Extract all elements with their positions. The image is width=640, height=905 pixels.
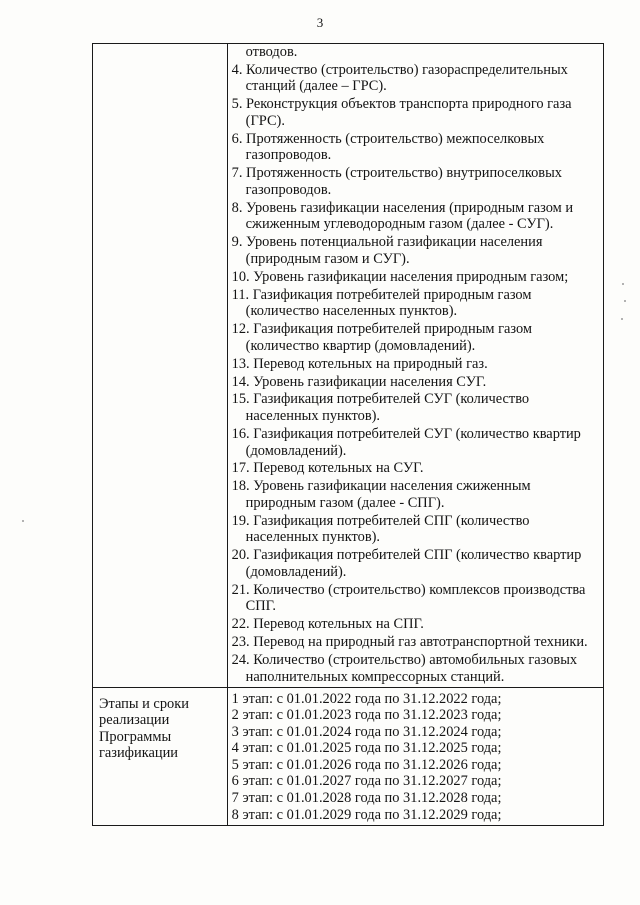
indicator-item: 16. Газификация потребителей СУГ (количество квартир (домовладений).: [231, 425, 581, 459]
indicator-item: 6. Протяженность (строительство) межпоселковых газопроводов.: [231, 130, 545, 164]
indicator-item: 9. Уровень потенциальной газификации населения (природным газом и СУГ).: [231, 234, 543, 267]
indicator-item: 23. Перевод на природный газ автотранспортной техники.: [231, 634, 588, 651]
stages-label-cell: [93, 687, 228, 826]
stage-item: 8 этап: с 01.01.2029 года по 31.12.2029 года;: [231, 806, 502, 823]
indicator-item: 21. Количество (строительство) комплексов производства СПГ.: [231, 581, 586, 615]
stages-list: [228, 688, 603, 826]
stage-item: 2 этап: с 01.01.2023 года по 31.12.2023 года;: [231, 707, 502, 724]
indicators-label-cell: [93, 44, 228, 688]
stages-cell: [227, 687, 603, 826]
indicator-item: 15. Газификация потребителей СУГ (количество населенных пунктов).: [231, 391, 530, 425]
indicators-list: [228, 44, 603, 685]
indicator-item: 24. Количество (строительство) автомобильных газовых наполнительных компрессорных станций.: [231, 652, 578, 685]
indicator-item: 12. Газификация потребителей природным газом (количество квартир (домовладений).: [231, 321, 532, 354]
indicator-item: 11. Газификация потребителей природным газом (количество населенных пунктов).: [231, 286, 532, 320]
indicator-item: 7. Протяженность (строительство) внутрипоселковых газопроводов.: [231, 165, 562, 198]
indicator-item: 14. Уровень газификации населения СУГ.: [231, 373, 487, 390]
indicator-item: 4. Количество (строительство) газораспределительных станций (далее – ГРС).: [231, 61, 568, 95]
indicator-item: 5. Реконструкция объектов транспорта природного газа (ГРС).: [231, 96, 572, 129]
indicator-item: 8. Уровень газификации населения (природным газом и сжиженным углеводородным газом (далее - СУГ).: [231, 199, 574, 233]
scan-speck: [622, 283, 624, 285]
scan-speck: [22, 520, 24, 522]
indicator-item: 10. Уровень газификации населения природным газом;: [231, 268, 569, 285]
program-passport-table: [92, 43, 604, 826]
stage-item: 3 этап: с 01.01.2024 года по 31.12.2024 года;: [231, 723, 502, 740]
indicators-cell: [227, 44, 603, 688]
stage-item: 7 этап: с 01.01.2028 года по 31.12.2028 года;: [231, 790, 502, 807]
stage-item: 5 этап: с 01.01.2026 года по 31.12.2026 года;: [231, 756, 502, 773]
stages-row: [93, 687, 604, 826]
page-number: 3: [316, 15, 324, 30]
indicator-item: 22. Перевод котельных на СПГ.: [231, 616, 424, 633]
stage-item: 4 этап: с 01.01.2025 года по 31.12.2025 года;: [231, 740, 502, 757]
indicator-item: 17. Перевод котельных на СУГ.: [231, 460, 424, 477]
stages-label: Этапы и сроки реализации Программы газификации: [99, 695, 189, 762]
indicators-row: [93, 44, 604, 688]
scan-speck: [624, 300, 626, 302]
scan-speck: [621, 318, 623, 320]
indicator-item: 18. Уровень газификации населения сжиженным природным газом (далее - СПГ).: [231, 478, 531, 511]
indicator-item: отводов.: [245, 44, 298, 60]
stage-item: 1 этап: с 01.01.2022 года по 31.12.2022 года;: [231, 690, 502, 707]
stage-item: 6 этап: с 01.01.2027 года по 31.12.2027 года;: [231, 773, 502, 790]
indicator-item: 19. Газификация потребителей СПГ (количество населенных пунктов).: [231, 512, 530, 546]
indicator-item: 13. Перевод котельных на природный газ.: [231, 355, 488, 372]
indicator-item: 20. Газификация потребителей СПГ (количество квартир (домовладений).: [231, 547, 582, 580]
